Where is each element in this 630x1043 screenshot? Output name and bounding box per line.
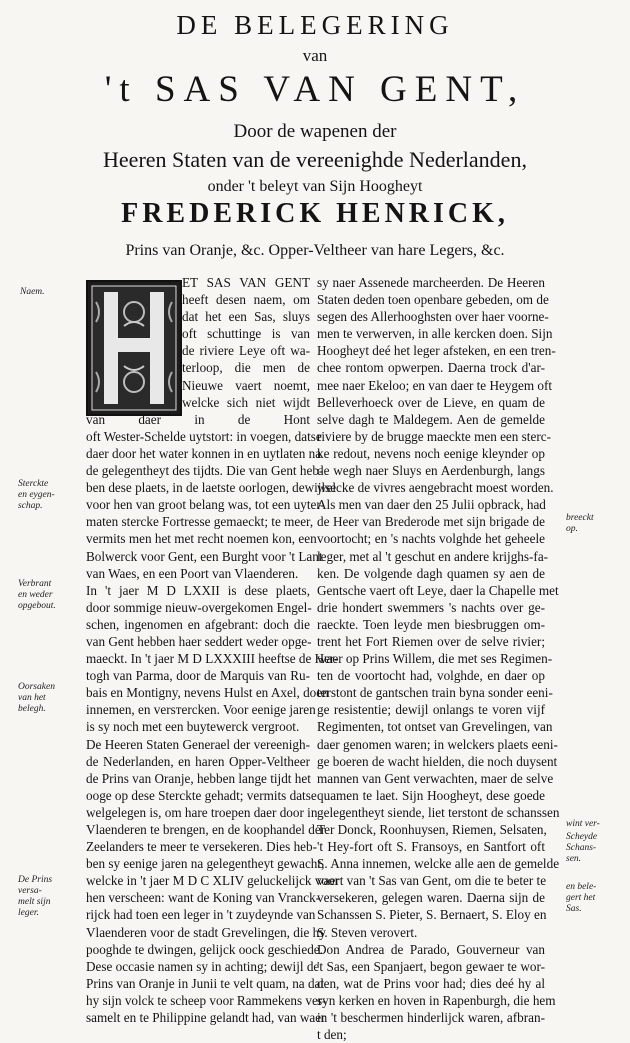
text-line: chee rontom opwerpen. Daerna trock d'ar- bbox=[317, 360, 545, 376]
text-line: welcke sich niet wijdt bbox=[182, 394, 310, 410]
text-line: de gelegentheyt des tijdts. Die van Gent heb- bbox=[86, 463, 324, 479]
text-line: ET SAS VAN GENT bbox=[182, 275, 310, 290]
text-line: ge resistentie; dewijl onlangs te voren vijf bbox=[317, 702, 545, 718]
text-line: ben dese plaets, in de laetste oorlogen, dewijlse bbox=[86, 480, 337, 496]
text-line: rijck had toen een leger in 't zuydeynde van bbox=[86, 907, 316, 923]
text-line: ken. De volgende dagh quamen sy aen de bbox=[317, 565, 545, 581]
text-line: samelt en te Philippine gelandt had, van waer bbox=[86, 1010, 326, 1026]
text-line: is sy noch met een buytewerck vergroot. bbox=[86, 719, 300, 735]
text-line: S. Steven verovert. bbox=[317, 924, 418, 940]
text-line: daer door het water konnen in en uytlaten na bbox=[86, 445, 322, 461]
text-line: men te verwerven, in alle kercken doen. Sijn bbox=[317, 326, 553, 342]
text-line: de wegh naer Sluys en Aerdenburgh, langs bbox=[317, 463, 545, 479]
text-line: Hoogheyt deé het leger afsteken, en een tren- bbox=[317, 343, 556, 359]
margin-note-naem: Naem. bbox=[20, 287, 45, 297]
text-line: 't Sas, een Spanjaert, begon gewaer te wor- bbox=[317, 958, 545, 974]
text-line: Vlaenderen te brengen, en de koophandel der bbox=[86, 822, 326, 837]
text-line: waer op Prins Willem, die met ses Regimen- bbox=[317, 651, 553, 667]
text-line: togh van Parma, door de Marquis van Ru- bbox=[86, 668, 310, 684]
text-line: ben sy eenige jaren na gelegentheyt gewacht, bbox=[86, 856, 325, 872]
text-line: dat het een Sas, sluys bbox=[182, 309, 310, 325]
text-line: trent het Fort Riemen over de selve rivier; bbox=[317, 633, 545, 649]
text-line: Nieuwe vaert noemt, bbox=[182, 377, 310, 393]
text-line: daer genomen waren; in welckers plaets eeni- bbox=[317, 736, 558, 752]
margin-note-prins: De Prins versa- melt sijn leger. bbox=[18, 875, 53, 918]
text-line: heeft desen naem, om bbox=[182, 292, 310, 308]
text-line: Dese occasie namen sy in achting; dewijl de bbox=[86, 958, 320, 974]
text-line: oft schuttinge is van bbox=[182, 326, 310, 342]
text-line: maten sterckе Fortresse gemaeckt; te meer, bbox=[86, 514, 314, 530]
subtitle-name: FREDERICK HENRICK, bbox=[121, 198, 509, 229]
text-line: quamen te laet. Sijn Hoogheyt, dese goede bbox=[317, 787, 545, 803]
margin-note-verbrant: Verbrant en weder opgebout. bbox=[18, 579, 56, 611]
text-line: Schanssen S. Pieter, S. Bernaert, S. Eloy en bbox=[317, 907, 547, 923]
text-line: raeckte. Toen leyde men biesbruggen om- bbox=[317, 616, 545, 632]
text-line: S. Anna innemen, welcke alle aen de gemelde bbox=[317, 856, 560, 872]
text-line: van Gent hebben haer seddert weder opge- bbox=[86, 633, 312, 649]
margin-note-wint: wint ver- bbox=[566, 819, 600, 829]
text-line: de Prins van Oranje, hebben langе tijdt het bbox=[86, 770, 311, 786]
text-line: terloop, die men de bbox=[182, 360, 310, 376]
text-line: van Waes, en een Poort van Vlaenderen. bbox=[86, 565, 299, 581]
text-line: leger, met al 't geschut en andere krijghs-fa- bbox=[317, 548, 549, 564]
text-line: hy sijn volck te scheep voor Rammekens ver- bbox=[86, 992, 327, 1008]
title-line-1: DE BELEGERING bbox=[176, 10, 454, 40]
text-line: drie hondert swemmers 's nachts over ge- bbox=[317, 599, 545, 615]
text-line: vaert van 't Sas van Gent, om die te beter te bbox=[317, 873, 547, 889]
text-line: ooge op dese Stercktе gehadt; vermits datse bbox=[86, 787, 317, 803]
text-line: Ter Donck, Roonhuysen, Riemen, Selsaten, bbox=[317, 822, 547, 837]
text-line: sy naer Assenede marcheerden. De Heeren bbox=[317, 275, 545, 290]
text-line: bais en Montigny, nevens Hulst en Axel, doen bbox=[86, 685, 329, 701]
text-line: maeckt. In 't jaer M D LXXXIII heeftse de Her- bbox=[86, 651, 339, 667]
left-text-column bbox=[86, 274, 339, 1026]
text-line: gelegentheyt siende, liet terstont de schanssen bbox=[317, 804, 560, 820]
text-line: de Heer van Brederode met sijn brigade de bbox=[317, 514, 545, 530]
text-line: door sommige nieuw-overgekomen Engel- bbox=[86, 599, 312, 615]
text-line: Don Andrea de Parado, Gouverneur van bbox=[317, 941, 545, 957]
text-line: syn kerken en hoven in Rapenburgh, die hem bbox=[317, 992, 556, 1008]
title-line-3: 't SAS VAN GENT, bbox=[104, 69, 526, 110]
text-line: segen des Allerhooghsten over haer voorne- bbox=[317, 309, 549, 325]
text-line: ten de voortocht had, volghde, en daer op bbox=[317, 668, 545, 684]
text-line: Bolwerck voor Gent, een Burght voor 't Lant bbox=[86, 548, 323, 564]
text-line: pooghde te dwingen, gelijck oock geschiede. bbox=[86, 941, 323, 957]
text-line: in 't beschermen hinderlijck waren, afbran- bbox=[317, 1010, 545, 1026]
text-line: mannen van Gent verwachten, maer de selve bbox=[317, 770, 554, 786]
text-line: De Heeren Staten Generael der vereenigh- bbox=[86, 736, 310, 752]
text-line: den, wat de Prins voor had; dies deé hy al bbox=[317, 975, 545, 991]
text-line: de Nederlanden, en haren Opper-Veltheer bbox=[86, 753, 310, 769]
margin-note-sterckte: Stercktе en eygen- schap. bbox=[18, 479, 55, 511]
subtitle-line-4: Prins van Oranje, &c. Opper-Veltheer van hare Legers, &c. bbox=[125, 242, 505, 259]
text-line: Als men van daer den 25 Julii opbrack, had bbox=[317, 497, 546, 513]
text-line: welcke in 't jaer M D C XLIV geluckelijck voor bbox=[86, 873, 339, 889]
subtitle-line-1: Door de wapenen der bbox=[233, 121, 397, 142]
text-line: voortocht; en 's nachts volghde het geheele bbox=[317, 531, 545, 547]
text-line: welgelegen is, om hare troepen daer door in bbox=[86, 804, 318, 820]
text-line: Belleverhoeck over de Lieve, en quam de bbox=[317, 394, 545, 410]
text-line: riviere by de brugge maeckte men een sterc- bbox=[317, 428, 551, 444]
text-line: ge boeren de wacht hielden, die noch duysent bbox=[317, 753, 558, 769]
text-line: In 't jaer M D LXXII is dese plaets, bbox=[86, 582, 310, 598]
right-text-column bbox=[317, 274, 560, 1043]
margin-note-beleger: en bele- gert het Sas. bbox=[566, 882, 597, 914]
text-line: Staten deden toen openbare gebeden, om de bbox=[317, 292, 549, 308]
text-line: selve dagh te Maldegem. Aen de gemelde bbox=[317, 411, 545, 427]
text-line: terstont de gantschen train byna sonder eeni- bbox=[317, 685, 553, 701]
text-line: oft Wester-Schelde uytstort: in voegen, datse bbox=[86, 428, 322, 444]
text-line: t den; bbox=[317, 1027, 347, 1043]
text-line: Vlaenderen voor de stadt Grevelingen, die hy bbox=[86, 924, 326, 940]
text-line: Gentsche vaert oft Leye, daer la Chapelle met bbox=[317, 582, 559, 598]
text-line: voor hen van groot belang was, tot een uyter- bbox=[86, 497, 325, 513]
margin-note-oorsaken: Oorsaken van het belegh. bbox=[18, 682, 55, 714]
subtitle-line-2: Heeren Staten van de vereenighde Nederlanden, bbox=[103, 147, 527, 172]
margin-note-scheyde: Scheyde Schans- sen. bbox=[566, 832, 598, 864]
text-line: innemen, en versтercken. Voor eenige jaren bbox=[86, 702, 316, 718]
title-line-2: van bbox=[302, 46, 328, 65]
text-line: Prins van Oranje in Junii te velt quam, na dat bbox=[86, 975, 325, 991]
text-line: Regimenten, tot ontset van Grevelingen, van bbox=[317, 719, 553, 735]
text-line: mee naer Ekeloo; en van daer te Heygem oft bbox=[317, 377, 553, 393]
text-line: schen, ingenomen en afgebrant: doch die bbox=[86, 616, 310, 632]
subtitle-line-3: onder 't beleyt van Sijn Hoogheyt bbox=[207, 178, 423, 195]
text-line: 't Hey-fort oft S. Fransoys, en Santfort oft bbox=[317, 839, 545, 855]
text-line: de riviere Leye oft wa- bbox=[182, 343, 310, 359]
margin-note-breeckt: breeckt op. bbox=[566, 513, 594, 534]
text-line: vermits men het met recht noemen kon, een bbox=[86, 531, 317, 547]
text-line: van daer in de Hont bbox=[86, 411, 310, 427]
text-line: welcke de vivres aengebracht moest worden. bbox=[317, 480, 554, 496]
text-line: Zeelanders te meer te versekeren. Dies heb- bbox=[86, 839, 318, 855]
text-line: hen verscheen: want de Koning van Vranck- bbox=[86, 890, 321, 906]
text-line: ke redout, nevens noch eenige kleynder op bbox=[317, 445, 545, 461]
text-line: versekeren, gelegen waren. Daerna sijn de bbox=[317, 890, 545, 906]
